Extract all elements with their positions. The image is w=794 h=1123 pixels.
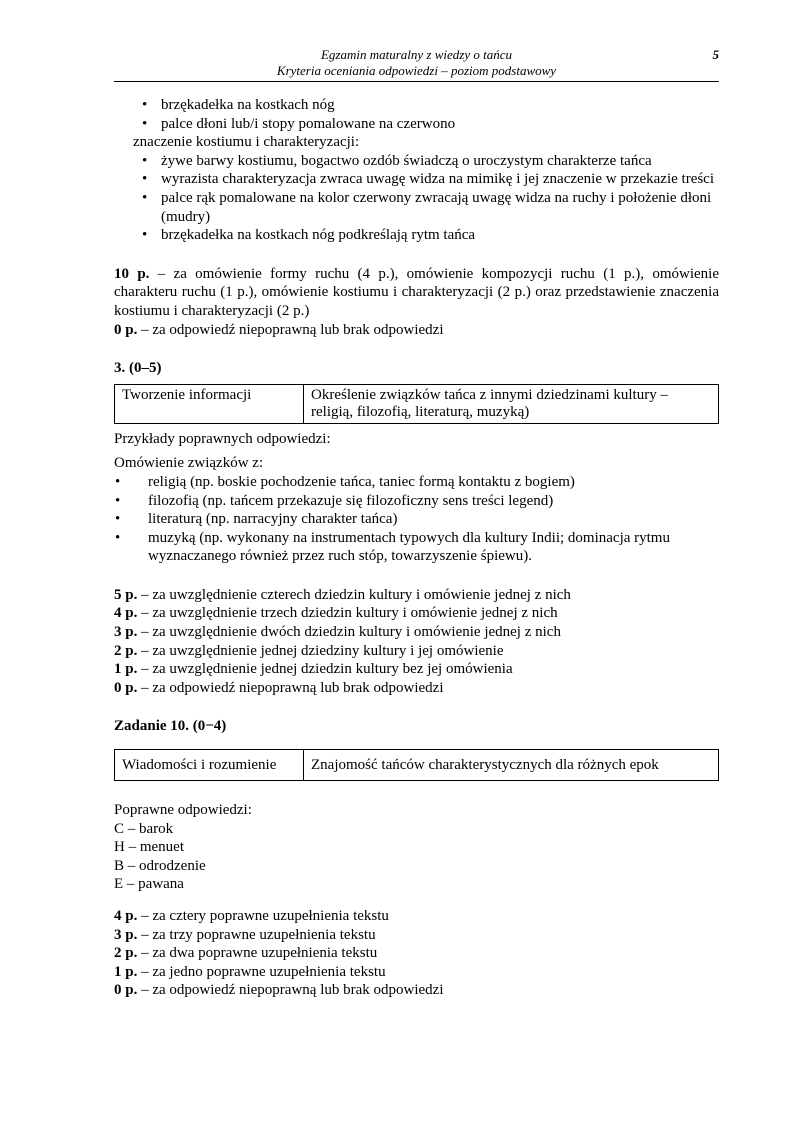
scoring-text: – za odpowiedź niepoprawną lub brak odpowiedzi [137, 982, 444, 999]
list-item: • filozofią (np. tańcem przekazuje się filozoficzny sens treści legend) [114, 492, 719, 511]
scoring-line [114, 321, 719, 340]
costume-meaning-list [114, 152, 719, 245]
scoring-text: – za uwzględnienie czterech dziedzin kultury i omówienie jednej z nich [137, 586, 571, 603]
task-heading: Zadanie 10. (0−4) [114, 718, 227, 735]
points: 0 p. [114, 982, 138, 999]
criteria-description: Określenie związków tańca z innymi dziedzinami kultury – religią, filozofią, literaturą, muzyką) [304, 384, 719, 423]
points: 5 p. [114, 586, 138, 603]
points: 4 p. [114, 605, 138, 622]
header-subtitle: Kryteria oceniania odpowiedzi – poziom podstawowy [276, 63, 557, 78]
list-item: • muzyką (np. wykonany na instrumentach typowych dla kultury Indii; dominacja rytmu wyznaczanego również przez ruch stóp, towarzyszenie śpiewu). [114, 529, 719, 566]
scoring-text: – za uwzględnienie jednej dziedziny kultury i jej omówienie [137, 642, 504, 659]
criteria-table [114, 384, 719, 424]
costume-elements-list [114, 96, 719, 133]
list-item: • brzękadełka na kostkach nóg [114, 96, 719, 115]
criteria-category: Tworzenie informacji [115, 384, 304, 423]
list-item: H – menuet [114, 839, 184, 856]
relations-intro: Omówienie związków z: [114, 455, 264, 472]
scoring-line [114, 926, 719, 945]
scoring-text: – za omówienie formy ruchu (4 p.), omówienie kompozycji ruchu (1 p.), omówienie charakteru ruchu (1 p.), omówienie kostiumu i charakteryzacji (2 p.) oraz przedstawienie znaczenia kostiumu i charakteryzacji (2 p.) [114, 265, 719, 319]
criteria-description: Znajomość tańców charakterystycznych dla różnych epok [304, 750, 719, 781]
answers-list [114, 820, 719, 894]
list-item: E – pawana [114, 876, 184, 893]
answers-label: Poprawne odpowiedzi: [114, 802, 252, 819]
scoring-text: – za trzy poprawne uzupełnienia tekstu [137, 926, 376, 943]
scoring-line [114, 907, 719, 926]
points: 1 p. [114, 963, 138, 980]
list-item: • palce rąk pomalowane na kolor czerwony zwracają uwagę widza na ruchy i położenie dłoni (mudry) [114, 189, 719, 226]
points: 2 p. [114, 642, 138, 659]
scoring-text: – za jedno poprawne uzupełnienia tekstu [137, 963, 386, 980]
page-number: 5 [712, 47, 719, 62]
list-item: B – odrodzenie [114, 857, 206, 874]
examples-label: Przykłady poprawnych odpowiedzi: [114, 430, 331, 447]
list-item: • brzękadełka na kostkach nóg podkreślają rytm tańca [114, 226, 719, 245]
list-item: • literaturą (np. narracyjny charakter tańca) [114, 510, 719, 529]
scoring-text: – za uwzględnienie jednej dziedzin kultury bez jej omówienia [137, 661, 513, 678]
points: 3 p. [114, 624, 138, 641]
scoring-line [114, 981, 719, 1000]
points: 3 p. [114, 926, 138, 943]
list-item: • palce dłoni lub/i stopy pomalowane na czerwono [114, 115, 719, 134]
scoring-text: – za odpowiedź niepoprawną lub brak odpowiedzi [137, 321, 444, 338]
scoring-line [114, 963, 719, 982]
scoring-line [114, 623, 719, 642]
list-item: • religią (np. boskie pochodzenie tańca, taniec formą kontaktu z bogiem) [114, 473, 719, 492]
scoring-line [114, 604, 719, 623]
points: 2 p. [114, 945, 138, 962]
page-content [114, 96, 719, 1000]
scoring-text: – za odpowiedź niepoprawną lub brak odpowiedzi [137, 679, 444, 696]
scoring-line [114, 586, 719, 605]
task-heading: 3. (0–5) [114, 360, 162, 377]
scoring-text: – za dwa poprawne uzupełnienia tekstu [137, 945, 378, 962]
list-item: • wyrazista charakteryzacja zwraca uwagę widza na mimikę i jej znaczenie w przekazie treści [114, 170, 719, 189]
scoring-line [114, 944, 719, 963]
costume-meaning-subheading: znaczenie kostiumu i charakteryzacji: [133, 134, 360, 151]
relations-list [114, 473, 719, 566]
scoring-line [114, 660, 719, 679]
points: 4 p. [114, 908, 138, 924]
scoring-text: – za cztery poprawne uzupełnienia tekstu [137, 908, 389, 924]
scoring-text: – za uwzględnienie trzech dziedzin kultury i omówienie jednej z nich [137, 605, 558, 622]
points: 0 p. [114, 679, 138, 696]
page-header [114, 47, 719, 82]
scoring-list [114, 907, 719, 1000]
scoring-line [114, 679, 719, 698]
points: 10 p. [114, 265, 150, 282]
scoring-text: – za uwzględnienie dwóch dziedzin kultury i omówienie jednej z nich [137, 624, 561, 641]
scoring-line [114, 642, 719, 661]
header-exam-title: Egzamin maturalny z wiedzy o tańcu [320, 47, 512, 62]
points: 0 p. [114, 321, 138, 338]
points: 1 p. [114, 661, 138, 678]
scoring-list [114, 586, 719, 698]
criteria-table [114, 749, 719, 781]
scoring-line [114, 265, 719, 321]
list-item: C – barok [114, 820, 174, 837]
criteria-category: Wiadomości i rozumienie [115, 750, 304, 781]
list-item: • żywe barwy kostiumu, bogactwo ozdób świadczą o uroczystym charakterze tańca [114, 152, 719, 171]
